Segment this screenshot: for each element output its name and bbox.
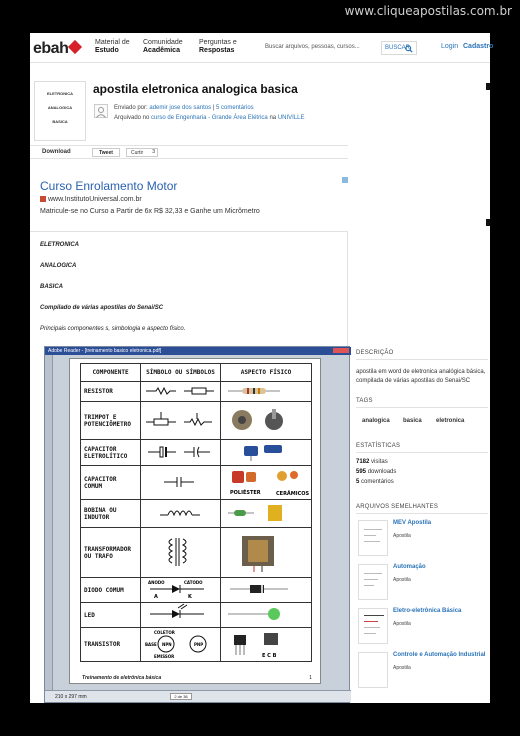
search-icon [405, 45, 413, 53]
col-header: COMPONENTE [81, 364, 141, 382]
npn-label: NPN [162, 641, 172, 647]
transformer-photo-icon [224, 530, 294, 574]
similar-title: ARQUIVOS SEMELHANTES [356, 504, 439, 510]
content-line: ANALOGICA [40, 263, 77, 269]
action-bar [30, 145, 348, 159]
divider [356, 407, 488, 408]
led-symbol [141, 603, 221, 628]
capacitor-symbol-icon [144, 475, 216, 489]
nav-perguntas[interactable] [199, 39, 237, 55]
divider [356, 452, 488, 453]
row-label: BOBINA OU INDUTOR [81, 500, 141, 528]
scroll-marker [486, 83, 490, 90]
transistor-symbol [141, 628, 221, 662]
content-line: Compilado de várias apostilas do Senai/SC [40, 305, 164, 311]
ad-url-text: www.InstitutoUniversal.com.br [48, 196, 142, 203]
inductor-photo [221, 500, 312, 528]
like-label: Curtir [131, 150, 144, 156]
capacitor-photo [221, 466, 312, 500]
downloads-label: downloads [367, 469, 397, 475]
trimpot-symbol-icon [144, 410, 216, 430]
nav-material-estudo[interactable] [95, 39, 130, 55]
downloads-count: 595 [356, 469, 367, 475]
anode-label: ANODO [148, 580, 165, 585]
sent-by-label: Enviado por: [114, 105, 148, 111]
ebah-page [30, 33, 494, 703]
document-thumbnail[interactable] [34, 81, 86, 141]
description-title: DESCRIÇÃO [356, 350, 394, 356]
row-label: LED [81, 603, 141, 628]
transformer-symbol [141, 528, 221, 578]
logo-mark-icon [68, 40, 82, 54]
a-label: A [154, 594, 158, 600]
similar-type: Apostila [393, 665, 411, 671]
tag-link[interactable]: analogica [362, 418, 390, 424]
resistor-photo [221, 382, 312, 402]
electrolytic-photo-icon [224, 442, 294, 462]
led-photo [221, 603, 312, 628]
diode-photo [221, 578, 312, 603]
pnp-label: PNP [194, 641, 204, 647]
signup-link[interactable]: Cadastro [463, 43, 494, 50]
download-button[interactable]: Download [42, 149, 71, 155]
row-label: TRANSFORMADOR OU TRAFO [81, 528, 141, 578]
similar-item[interactable] [356, 520, 488, 560]
transistor-symbol-icon [144, 629, 216, 659]
tag-link[interactable]: eletronica [436, 418, 465, 424]
col-header: ASPECTO FÍSICO [221, 364, 312, 382]
ad-block[interactable] [34, 177, 350, 231]
viewer-titlebar [45, 347, 351, 355]
search-button-label: BUSCAR [385, 45, 411, 51]
trimpot-symbol [141, 402, 221, 440]
sheet-footer: Treinamento de eletrônica básica [82, 675, 162, 681]
transistor-photo-icon [224, 629, 294, 659]
logo-text: ebah [33, 40, 69, 57]
adchoices-icon[interactable] [342, 177, 348, 183]
page-size-label: 210 x 297 mm [55, 694, 87, 700]
views-label: visitas [371, 459, 388, 465]
avatar[interactable] [94, 104, 108, 118]
divider [356, 513, 488, 514]
led-symbol-icon [144, 603, 216, 625]
potentiometer-photo-icon [224, 405, 294, 435]
row-label: TRANSISTOR [81, 628, 141, 662]
row-label: CAPACITOR COMUM [81, 466, 141, 500]
led-photo-icon [224, 604, 294, 624]
nav-line1: Material de [95, 39, 130, 46]
nav-line2: Estudo [95, 47, 119, 54]
ad-text: Matricule-se no Curso a Partir de 6x R$ 32,33 e Ganhe um Micrômetro [40, 208, 260, 215]
university-link[interactable]: UNIVILLE [277, 115, 305, 121]
collector-label: COLETOR [154, 629, 175, 635]
ad-title[interactable]: Curso Enrolamento Motor [40, 179, 178, 193]
similar-item[interactable] [356, 652, 488, 692]
row-label: RESISTOR [81, 382, 141, 402]
electrolytic-photo [221, 440, 312, 466]
course-prefix[interactable]: curso de [151, 115, 175, 121]
electrolytic-symbol-icon [144, 445, 216, 459]
description-text: apostila em word de eletronica analógica básica, compilada de várias apostilas do Senai/SC [356, 369, 486, 384]
ad-favicon-icon [40, 196, 46, 202]
similar-name[interactable]: Controle e Automação Industrial [393, 652, 486, 658]
ebah-logo[interactable] [33, 40, 80, 58]
base-label: BASE [145, 641, 157, 647]
tweet-button[interactable]: Tweet [92, 148, 120, 157]
sent-by-line [114, 105, 254, 111]
row-label: CAPACITOR ELETROLÍTICO [81, 440, 141, 466]
viewer-side-panel [45, 355, 53, 692]
search-button[interactable] [381, 41, 417, 55]
like-button[interactable] [126, 148, 158, 157]
inductor-photo-icon [224, 503, 294, 523]
diode-symbol-icon [144, 578, 216, 600]
page-box[interactable]: 2 de 38 [170, 693, 192, 700]
pdf-page [69, 358, 321, 684]
inductor-symbol-icon [144, 507, 216, 519]
course-link[interactable]: Engenharia - Grande Área Elétrica [175, 115, 268, 121]
capacitor-photo-icon [224, 467, 308, 497]
tags-title: TAGS [356, 398, 373, 404]
scroll-marker [486, 219, 490, 226]
viewer-title: Adobe Reader - [treinamento basico eletronica.pdf] [48, 348, 162, 354]
nav-line2: Acadêmica [143, 47, 180, 54]
views-count: 7182 [356, 459, 370, 465]
embedded-screenshot [44, 346, 350, 703]
thumb-line: ELETRONICA [47, 91, 73, 96]
similar-type: Apostila [393, 621, 411, 627]
emitter-label: EMISSOR [154, 653, 175, 659]
similar-name[interactable]: MEV Apostila [393, 520, 432, 526]
ad-url[interactable] [40, 196, 142, 203]
stats-title: ESTATÍSTICAS [356, 443, 401, 449]
top-header [30, 33, 494, 63]
nav-line2: Respostas [199, 47, 235, 54]
nav-line1: Comunidade [143, 39, 183, 46]
thumb-line: BASICA [52, 119, 68, 124]
electrolytic-symbol [141, 440, 221, 466]
inductor-symbol [141, 500, 221, 528]
similar-name[interactable]: Automação [393, 564, 426, 570]
similar-item[interactable] [356, 608, 488, 648]
site-watermark: www.cliqueapostilas.com.br [344, 4, 512, 18]
cathode-label: CATODO [184, 580, 203, 585]
similar-thumbnail[interactable] [358, 564, 388, 600]
login-link[interactable]: Login [441, 43, 459, 50]
capacitor-symbol [141, 466, 221, 500]
similar-type: Apostila [393, 577, 411, 583]
similar-type: Apostila [393, 533, 411, 539]
resistor-symbol [141, 382, 221, 402]
resistor-symbol-icon [144, 386, 216, 396]
transistor-photo [221, 628, 312, 662]
tag-link[interactable]: basica [403, 418, 422, 424]
similar-name[interactable]: Eletro-eletrônica Básica [393, 608, 462, 614]
similar-thumbnail[interactable] [358, 652, 388, 688]
filed-line [114, 115, 305, 121]
component-table [80, 363, 312, 662]
ecb-label: E C B [262, 652, 277, 659]
diode-symbol [141, 578, 221, 603]
search-input[interactable]: Buscar arquivos, pessoas, cursos... [265, 44, 360, 50]
author-link[interactable]: ademir jose dos santos [149, 105, 212, 111]
content-line: BASICA [40, 284, 64, 290]
sheet-page-number: 1 [309, 675, 312, 681]
stat-views [356, 459, 388, 465]
stat-comments [356, 479, 394, 485]
nav-comunidade[interactable] [143, 39, 183, 55]
stat-downloads [356, 469, 396, 475]
content-line: ELETRONICA [40, 242, 79, 248]
diode-photo-icon [224, 579, 294, 599]
similar-thumbnail[interactable] [358, 608, 388, 644]
viewer-statusbar [45, 690, 351, 702]
content-line: Principais componentes s, simbologia e aspecto físico. [40, 326, 186, 332]
polyester-label: POLIÉSTER [230, 489, 261, 496]
row-label: TRIMPOT E POTENCIÔMETRO [81, 402, 141, 440]
similar-item[interactable] [356, 564, 488, 604]
resistor-photo-icon [224, 386, 284, 396]
like-count: 3 [152, 149, 155, 155]
document-title: apostila eletronica analogica basica [93, 82, 298, 96]
separator: | [212, 105, 215, 111]
similar-thumbnail[interactable] [358, 520, 388, 556]
ceramic-label: CERÂMICOS [276, 490, 310, 497]
trimpot-photo [221, 402, 312, 440]
k-label: K [188, 594, 192, 600]
divider [356, 359, 488, 360]
col-header: SÍMBOLO OU SÍMBOLOS [141, 364, 221, 382]
comments-count: 5 [356, 479, 360, 485]
window-controls-icon [333, 348, 349, 353]
transformer-photo [221, 528, 312, 578]
at-label: na [269, 115, 277, 121]
row-label: DIODO COMUM [81, 578, 141, 603]
comments-label: comentários [361, 479, 394, 485]
user-icon [95, 106, 107, 118]
nav-line1: Perguntas e [199, 39, 237, 46]
transformer-symbol-icon [144, 535, 216, 569]
thumb-line: ANALOGICA [47, 105, 73, 110]
comments-link[interactable]: 5 comentários [215, 105, 254, 111]
filed-label: Arquivado no [114, 115, 150, 121]
